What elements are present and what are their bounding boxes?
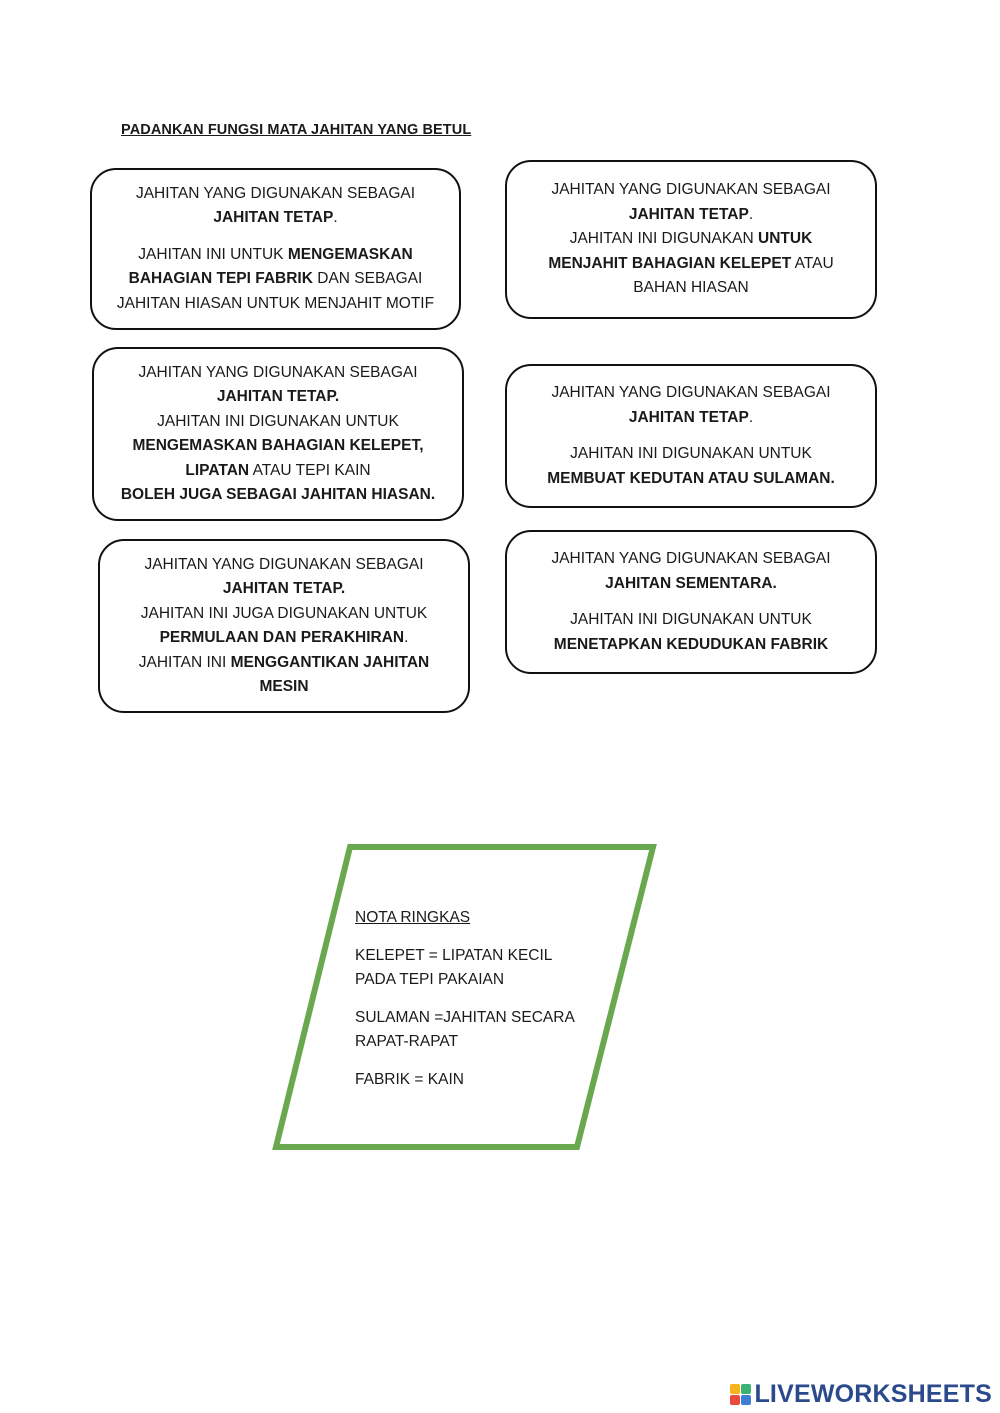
- card-4-purpose-bold: MEMBUAT KEDUTAN ATAU SULAMAN.: [547, 469, 835, 487]
- card-5-replace-bold: MENGGANTIKAN JAHITAN MESIN: [230, 653, 430, 695]
- card-4-period: .: [748, 408, 754, 426]
- card-1-purpose-bold: MENGEMASKAN BAHAGIAN TEPI FABRIK: [128, 245, 413, 288]
- card-1-purpose-lead: JAHITAN INI UNTUK: [138, 245, 288, 263]
- card-3-purpose-bold: MENGEMASKAN BAHAGIAN KELEPET, LIPATAN: [132, 437, 424, 479]
- card-4-purpose-lead: JAHITAN INI DIGUNAKAN UNTUK: [570, 445, 812, 462]
- card-5-period: .: [404, 629, 409, 646]
- card-6-purpose-bold: MENETAPKAN KEDUDUKAN FABRIK: [553, 635, 829, 653]
- note-heading: NOTA RINGKAS: [355, 909, 471, 926]
- logo-text: LIVEWORKSHEETS: [754, 1380, 992, 1408]
- note-kelepet: KELEPET = LIPATAN KECIL PADA TEPI PAKAIAN: [355, 946, 552, 988]
- card-5-intro: JAHITAN YANG DIGUNAKAN SEBAGAI: [144, 555, 424, 573]
- logo-square-red: [730, 1395, 740, 1405]
- card-3-stitch-type: JAHITAN TETAP.: [216, 388, 340, 405]
- card-3-extra: BOLEH JUGA SEBAGAI JAHITAN HIASAN.: [120, 486, 436, 503]
- logo-icon: [730, 1384, 751, 1405]
- card-1-stitch-type: JAHITAN TETAP: [213, 209, 334, 227]
- note-box: [355, 906, 615, 1092]
- liveworksheets-logo: [730, 1380, 992, 1409]
- page-title: PADANKAN FUNGSI MATA JAHITAN YANG BETUL: [121, 122, 472, 138]
- card-2-stitch-type: JAHITAN TETAP: [628, 205, 749, 223]
- card-1-purpose-tail: DAN SEBAGAI JAHITAN HIASAN UNTUK MENJAHIT MOTIF: [116, 270, 435, 312]
- card-3-purpose-tail: ATAU TEPI KAIN: [249, 461, 371, 479]
- card-4-stitch-type: JAHITAN TETAP: [628, 408, 749, 426]
- card-5-replace-lead: JAHITAN INI: [138, 653, 231, 671]
- note-fabrik: FABRIK = KAIN: [355, 1070, 464, 1088]
- card-5-stitch-type: JAHITAN TETAP.: [222, 580, 346, 597]
- card-5-purpose-bold: PERMULAAN DAN PERAKHIRAN: [159, 629, 405, 646]
- card-5-purpose-lead: JAHITAN INI JUGA DIGUNAKAN UNTUK: [140, 604, 428, 622]
- card-6-purpose-lead: JAHITAN INI DIGUNAKAN UNTUK: [570, 611, 812, 628]
- card-6-intro: JAHITAN YANG DIGUNAKAN SEBAGAI: [551, 550, 831, 567]
- note-sulaman: SULAMAN =JAHITAN SECARA RAPAT-RAPAT: [355, 1008, 574, 1050]
- card-2-purpose-bold: UNTUK MENJAHIT BAHAGIAN KELEPET: [548, 230, 813, 272]
- card-2-purpose-tail: ATAU BAHAN HIASAN: [633, 254, 834, 297]
- card-2-purpose-lead: JAHITAN INI DIGUNAKAN: [569, 230, 759, 248]
- card-6-stitch-type: JAHITAN SEMENTARA.: [605, 574, 777, 592]
- logo-square-blue: [741, 1395, 751, 1405]
- logo-square-green: [741, 1384, 751, 1394]
- card-3-intro: JAHITAN YANG DIGUNAKAN SEBAGAI: [138, 363, 418, 381]
- card-1-intro: JAHITAN YANG DIGUNAKAN SEBAGAI: [135, 184, 416, 202]
- logo-square-yellow: [730, 1384, 740, 1394]
- card-4-intro: JAHITAN YANG DIGUNAKAN SEBAGAI: [551, 384, 831, 401]
- card-2-intro: JAHITAN YANG DIGUNAKAN SEBAGAI: [551, 181, 831, 199]
- card-2-period: .: [748, 205, 754, 223]
- card-3-purpose-lead: JAHITAN INI DIGUNAKAN UNTUK: [157, 412, 399, 430]
- card-1-period: .: [333, 209, 338, 227]
